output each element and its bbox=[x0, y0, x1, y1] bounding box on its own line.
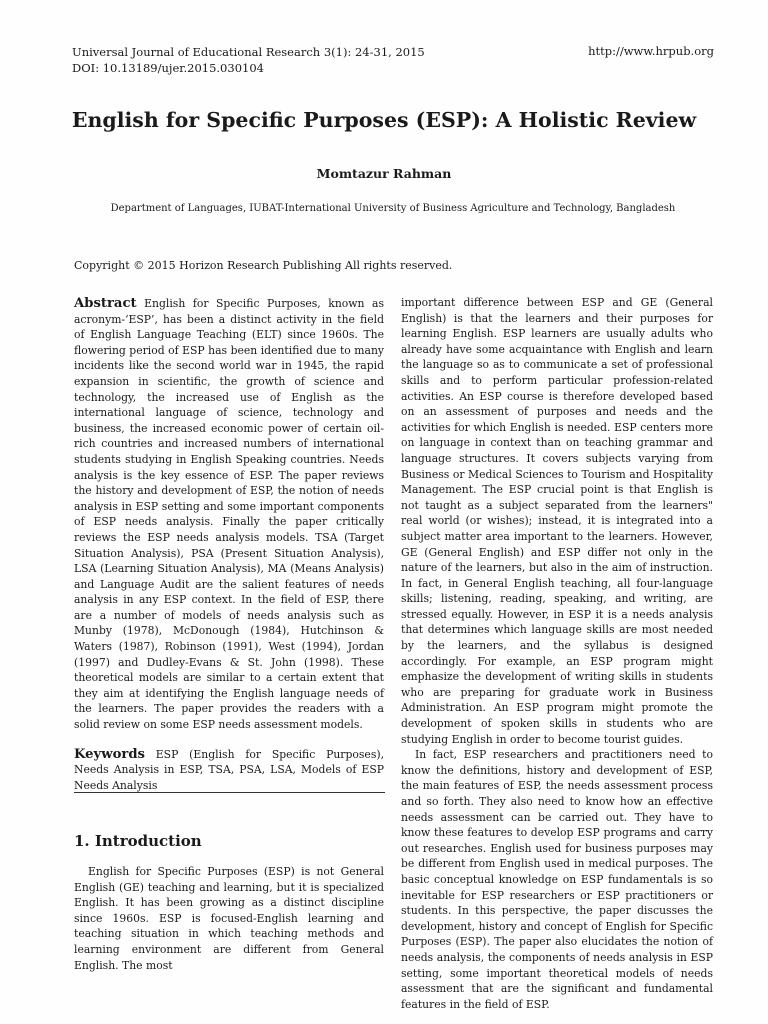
abstract-label: Abstract bbox=[74, 296, 137, 311]
keywords-text: ESP (English for Specific Purposes), Needs Analysis in ESP, TSA, PSA, LSA, Models of ESP Needs Analysis bbox=[74, 747, 384, 792]
abstract-text: English for Specific Purposes, known as acronym-‘ESP’, has been a distinct activity in the field of English Language Teaching (ELT) since 1960s. The flowering period of ESP has been identified due to many incidents like the second world war in 1945, the rapid expansion in scientific, the growth of science and technology, the increased use of English as the international language of science, technology and business, the increased economic power of certain oil-rich countries and increased numbers of international students studying in English Speaking countries. Needs analysis is the key essence of ESP. The paper reviews the history and development of ESP, the notion of needs analysis in ESP setting and some important components of ESP needs analysis. Finally the paper critically reviews the ESP needs analysis models. TSA (Target Situation Analysis), PSA (Present Situation Analysis), LSA (Learning Situation Analysis), MA (Means Analysis) and Language Audit are the salient features of needs analysis in any ESP context. In the field of ESP, there are a number of models of needs analysis such as Munby (1978), McDonough (1984), Hutchinson & Waters (1987), Robinson (1991), West (1994), Jordan (1997) and Dudley-Evans & St. John (1998). These theoretical models are similar to a certain extent that they aim at identifying the English language needs of the learners. The paper provides the readers with a solid review on some ESP needs assessment models. bbox=[74, 297, 384, 732]
left-column bbox=[74, 296, 384, 793]
journal-header bbox=[72, 44, 425, 76]
copyright-notice: Copyright © 2015 Horizon Research Publishing All rights reserved. bbox=[74, 259, 453, 272]
keywords bbox=[74, 747, 384, 794]
body-paragraph-1: important difference between ESP and GE (General English) is that the learners and their purposes for learning English. ESP learners are usually adults who already have some acquaintance with English and learn the language so as to communicate a set of professional skills and to perform particular profession-related activities. An ESP course is therefore developed based on an assessment of purposes and needs and the activities for which English is needed. ESP centers more on language in context than on teaching grammar and language structures. It covers subjects varying from Business or Medical Sciences to Tourism and Hospitality Management. The ESP crucial point is that English is not taught as a subject separated from the learners" real world (or wishes); instead, it is integrated into a subject matter area important to the learners. However, GE (General English) and ESP differ not only in the nature of the learners, but also in the aim of instruction. In fact, in General English teaching, all four-language skills; listening, reading, speaking, and writing, are stressed equally. However, in ESP it is a needs analysis that determines which language skills are most needed by the learners, and the syllabus is designed accordingly. For example, an ESP program might emphasize the development of writing skills in students who are preparing for graduate work in Business Administration. An ESP program might promote the development of spoken skills in students who are studying English in order to become tourist guides. bbox=[401, 296, 713, 746]
intro-column bbox=[74, 864, 384, 973]
paper-title: English for Specific Purposes (ESP): A Holistic Review bbox=[71, 108, 697, 132]
journal-citation: Universal Journal of Educational Research 3(1): 24-31, 2015 bbox=[72, 45, 425, 59]
keywords-label: Keywords bbox=[74, 746, 145, 762]
author-affiliation: Department of Languages, IUBAT-International University of Business Agriculture and Technology, Bangladesh bbox=[110, 203, 676, 214]
right-column bbox=[401, 295, 713, 1012]
intro-paragraph: English for Specific Purposes (ESP) is not General English (GE) teaching and learning, but it is specialized English. It has been growing as a distinct discipline since 1960s. ESP is focused-English learning and teaching situation in which teaching methods and learning environment are different from General English. The most bbox=[74, 865, 384, 972]
body-paragraph-2: In fact, ESP researchers and practitioners need to know the definitions, history and development of ESP, the main features of ESP, the needs assessment process and so forth. They also need to know how an effective needs assessment can be carried out. They have to know these features to develop ESP programs and carry out researches. English used for business purposes may be different from English used in medical purposes. The basic conceptual knowledge on ESP fundamentals is so inevitable for ESP researchers or ESP practitioners or students. In this perspective, the paper discusses the development, history and concept of English for Specific Purposes (ESP). The paper also elucidates the notion of needs analysis, the components of needs analysis in ESP setting, some important theoretical models of needs assessment that are the significant and fundamental features in the field of ESP. bbox=[401, 748, 713, 1011]
section-heading-introduction: 1. Introduction bbox=[74, 832, 202, 850]
journal-url[interactable]: http://www.hrpub.org bbox=[588, 44, 714, 58]
author-name: Momtazur Rahman bbox=[316, 166, 452, 181]
abstract bbox=[74, 296, 384, 733]
section-divider bbox=[74, 792, 385, 793]
doi: DOI: 10.13189/ujer.2015.030104 bbox=[72, 61, 264, 75]
